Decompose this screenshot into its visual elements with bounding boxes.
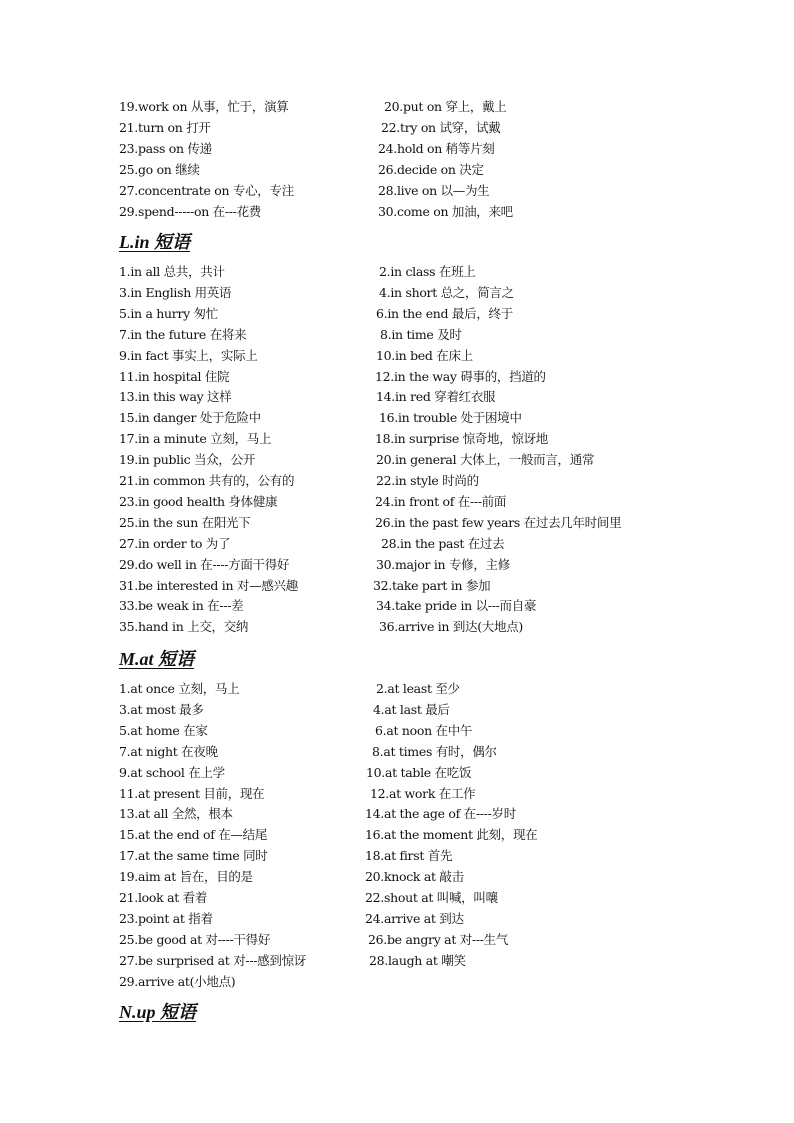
phrase-row [0, 909, 794, 929]
phrase-row [0, 763, 794, 783]
phrase-right: 8.at times 有时，偶尔 [372, 743, 497, 759]
phrase-right: 26.in the past few years 在过去几年时间里 [375, 514, 622, 530]
phrase-left: 29.arrive at(小地点) [119, 973, 236, 989]
phrase-left: 31.be interested in 对—感兴趣 [119, 577, 298, 593]
phrase-row [0, 951, 794, 971]
phrase-right: 10.in bed 在床上 [376, 347, 473, 363]
phrase-right: 20.put on 穿上，戴上 [384, 99, 507, 114]
phrase-right: 20.in general 大体上，一般而言，通常 [376, 452, 595, 468]
phrase-right: 12.in the way 碍事的，挡道的 [375, 368, 546, 384]
phrase-right: 28.laugh at 嘲笑 [369, 952, 466, 968]
phrase-row [0, 367, 794, 387]
phrase-row [0, 742, 794, 762]
phrase-row [0, 846, 794, 866]
phrase-left: 3.in English 用英语 [119, 284, 232, 300]
section-heading-in: L.in 短语 [119, 232, 191, 252]
phrase-row [0, 825, 794, 845]
phrase-row [0, 346, 794, 366]
phrase-row [0, 387, 794, 407]
phrase-right: 22.in style 时尚的 [376, 473, 479, 488]
phrase-right: 18.at first 首先 [365, 848, 453, 864]
phrase-left: 25.go on 继续 [119, 161, 200, 177]
phrase-right: 36.arrive in 到达(大地点) [379, 619, 523, 635]
phrase-left: 21.turn on 打开 [119, 119, 211, 135]
phrase-row [0, 492, 794, 512]
phrase-right: 26.be angry at 对---生气 [368, 931, 509, 947]
phrase-left: 19.work on 从事，忙于，演算 [119, 99, 289, 114]
phrase-right: 34.take pride in 以---而自豪 [376, 598, 537, 614]
phrase-left: 33.be weak in 在---差 [119, 598, 244, 614]
phrase-right: 22.try on 试穿，试戴 [381, 119, 501, 135]
phrase-right: 28.in the past 在过去 [381, 535, 505, 551]
phrase-left: 23.point at 指着 [119, 910, 213, 926]
phrase-left: 15.in danger 处于危险中 [119, 410, 261, 426]
phrase-left: 25.be good at 对----干得好 [119, 931, 271, 947]
phrase-right: 2.at least 至少 [376, 681, 460, 696]
phrase-right: 4.at last 最后 [373, 701, 450, 717]
phrase-left: 1.at once 立刻，马上 [119, 681, 240, 696]
phrase-right: 14.at the age of 在----岁时 [365, 806, 516, 822]
phrase-row [0, 283, 794, 303]
phrase-right: 18.in surprise 惊奇地，惊讶地 [375, 431, 549, 447]
phrase-right: 24.arrive at 到达 [365, 910, 464, 926]
phrase-left: 25.in the sun 在阳光下 [119, 514, 251, 530]
phrase-left: 27.concentrate on 专心，专注 [119, 182, 294, 198]
phrase-right: 2.in class 在班上 [379, 264, 476, 279]
phrase-left: 5.at home 在家 [119, 722, 208, 738]
phrase-left: 17.in a minute 立刻，马上 [119, 431, 272, 447]
phrase-row [0, 429, 794, 449]
phrase-left: 29.spend-----on 在---花费 [119, 203, 261, 219]
phrase-right: 10.at table 在吃饭 [366, 764, 472, 780]
phrase-row [0, 867, 794, 887]
phrase-left: 9.at school 在上学 [119, 764, 225, 780]
phrase-row [0, 304, 794, 324]
phrase-left: 13.in this way 这样 [119, 389, 232, 405]
phrase-right: 24.in front of 在---前面 [375, 493, 507, 509]
phrase-right: 14.in red 穿着红衣服 [376, 389, 496, 405]
phrase-row [0, 700, 794, 720]
phrase-right: 16.at the moment 此刻，现在 [365, 827, 538, 843]
phrase-row [0, 617, 794, 637]
phrase-right: 22.shout at 叫喊，叫嚷 [365, 890, 498, 905]
phrase-left: 29.do well in 在----方面干得好 [119, 556, 290, 572]
phrase-right: 12.at work 在工作 [370, 785, 476, 801]
phrase-right: 16.in trouble 处于困境中 [379, 410, 522, 426]
phrase-row [0, 596, 794, 616]
phrase-row [0, 202, 794, 222]
phrase-row [0, 555, 794, 575]
phrase-row [0, 325, 794, 345]
phrase-left: 17.at the same time 同时 [119, 848, 268, 864]
phrase-right: 30.come on 加油，来吧 [378, 203, 513, 219]
phrase-left: 3.at most 最多 [119, 701, 204, 717]
phrase-left: 19.in public 当众，公开 [119, 452, 256, 468]
phrase-row [0, 181, 794, 201]
section-heading-up: N.up 短语 [119, 1002, 197, 1022]
phrase-row [0, 160, 794, 180]
phrase-row [0, 679, 794, 699]
phrase-left: 21.in common 共有的，公有的 [119, 473, 295, 488]
phrase-left: 35.hand in 上交，交纳 [119, 619, 249, 635]
phrase-right: 20.knock at 敲击 [365, 869, 464, 885]
phrase-row [0, 721, 794, 741]
phrase-row [0, 139, 794, 159]
phrase-left: 7.in the future 在将来 [119, 326, 247, 342]
phrase-row [0, 118, 794, 138]
phrase-right: 26.decide on 决定 [378, 161, 484, 177]
phrase-right: 4.in short 总之，简言之 [379, 284, 514, 300]
phrase-left: 7.at night 在夜晚 [119, 743, 218, 759]
phrase-row [0, 784, 794, 804]
phrase-left: 19.aim at 旨在，目的是 [119, 869, 253, 885]
phrase-row [0, 576, 794, 596]
phrase-left: 11.at present 目前，现在 [119, 785, 265, 801]
phrase-left: 27.in order to 为了 [119, 535, 231, 551]
phrase-left: 9.in fact 事实上，实际上 [119, 347, 258, 363]
phrase-left: 5.in a hurry 匆忙 [119, 305, 218, 321]
phrase-row [0, 534, 794, 554]
phrase-right: 6.at noon 在中午 [375, 722, 473, 738]
phrase-row [0, 930, 794, 950]
phrase-left: 11.in hospital 住院 [119, 368, 230, 384]
phrase-left: 13.at all 全然，根本 [119, 806, 233, 822]
phrase-right: 6.in the end 最后，终于 [376, 305, 513, 321]
phrase-row [0, 471, 794, 491]
phrase-row [0, 513, 794, 533]
phrase-row [0, 408, 794, 428]
phrase-row [0, 262, 794, 282]
phrase-right: 8.in time 及时 [380, 326, 462, 342]
phrase-left: 15.at the end of 在—结尾 [119, 827, 268, 843]
phrase-row [0, 450, 794, 470]
phrase-right: 30.major in 专修，主修 [376, 556, 510, 572]
phrase-right: 32.take part in 参加 [373, 577, 491, 593]
phrase-right: 28.live on 以—为生 [378, 182, 490, 198]
phrase-row [0, 804, 794, 824]
phrase-row [0, 972, 794, 992]
phrase-row [0, 97, 794, 117]
phrase-left: 21.look at 看着 [119, 890, 208, 905]
phrase-left: 27.be surprised at 对---感到惊讶 [119, 952, 306, 968]
phrase-left: 23.pass on 传递 [119, 140, 212, 156]
phrase-right: 24.hold on 稍等片刻 [378, 140, 495, 156]
phrase-left: 1.in all 总共，共计 [119, 264, 225, 279]
phrase-row [0, 888, 794, 908]
section-heading-at: M.at 短语 [119, 649, 195, 669]
phrase-left: 23.in good health 身体健康 [119, 493, 278, 509]
